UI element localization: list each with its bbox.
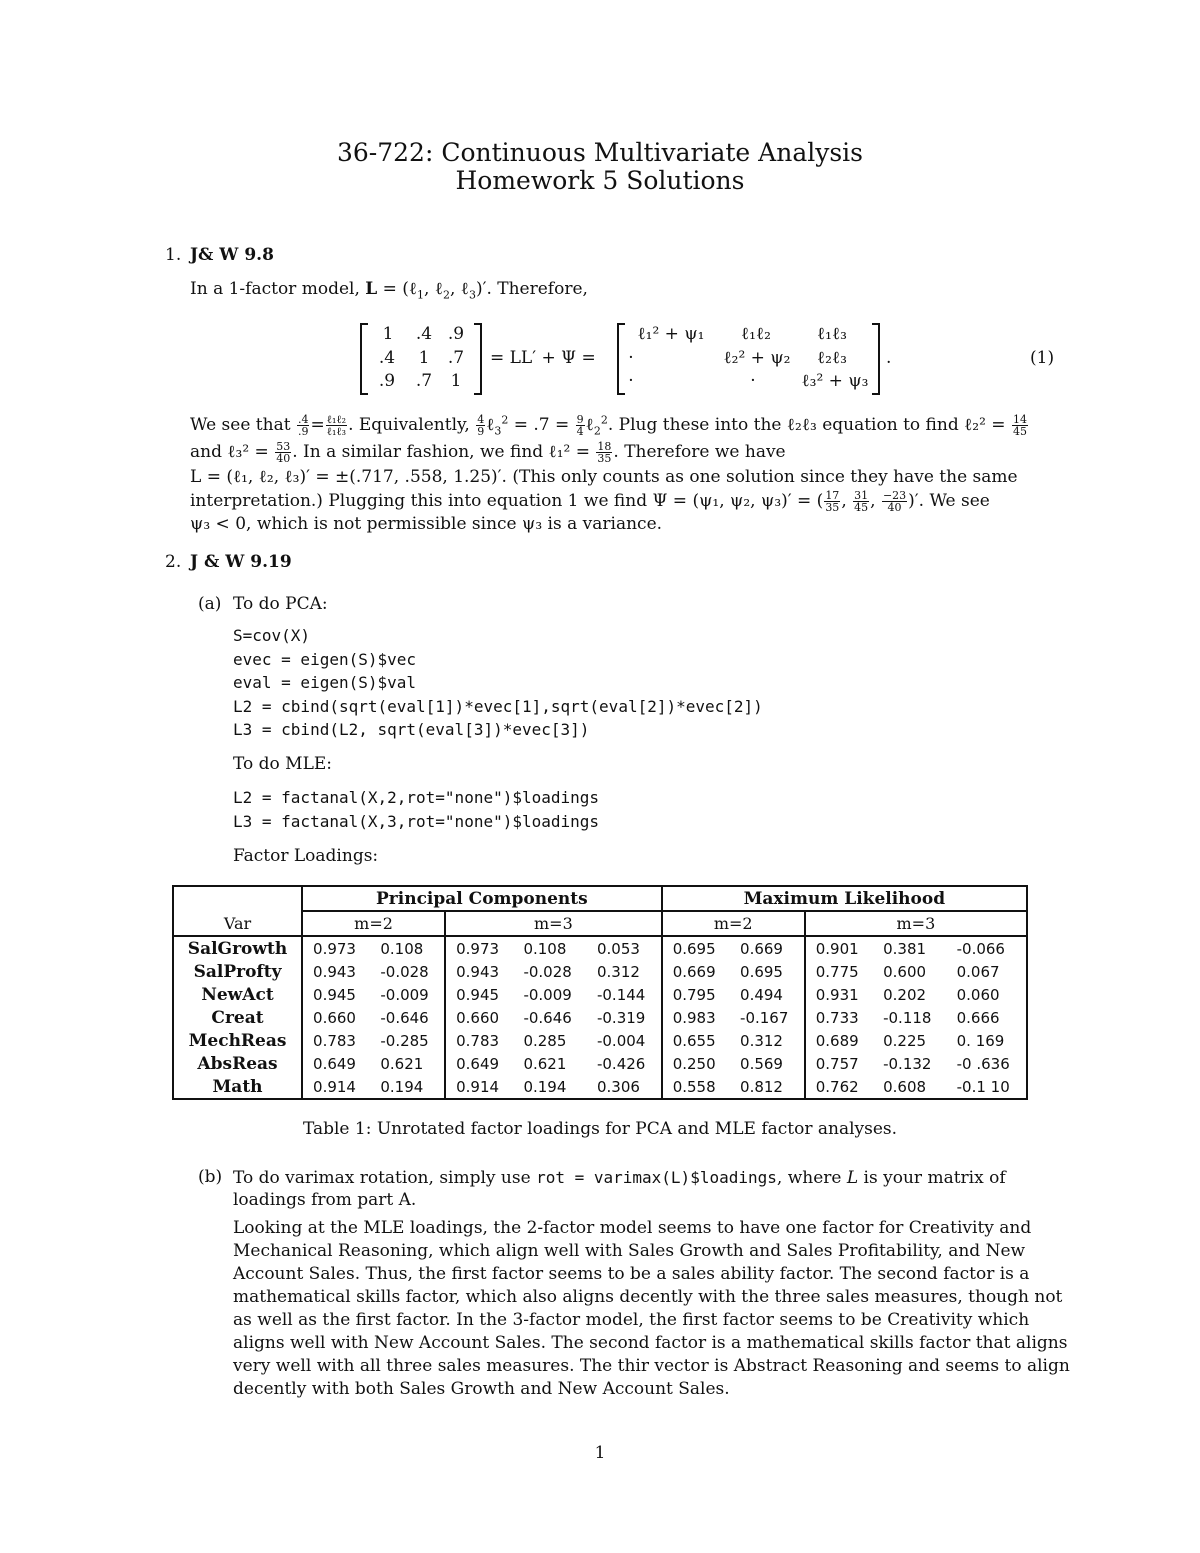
row-variable: SalProfty: [173, 960, 302, 983]
paper-subtitle: Homework 5 Solutions: [455, 166, 745, 195]
loading-cell: 0.943: [313, 962, 356, 981]
loading-cell: 0.194: [523, 1077, 567, 1096]
table-row: [173, 983, 1027, 1006]
matrix-right-r1c2: ℓ₂ℓ₃: [817, 348, 847, 368]
para-line: mathematical skills factor, which also aligns decently with the three sales measures, though not: [233, 1287, 1063, 1307]
loading-cell: 0.108: [370, 936, 445, 960]
para-line: Account Sales. Thus, the first factor seems to be a sales ability factor. The second factor is a: [233, 1264, 1030, 1284]
loading-cell: -0.132: [883, 1054, 932, 1073]
loading-cell: -0.285: [370, 1029, 445, 1052]
table-row: [173, 960, 1027, 983]
matrix-left-r0c2: .9: [447, 324, 465, 344]
loading-cell: -0.118: [883, 1008, 932, 1027]
matrix-left-r1c0: .4: [378, 348, 396, 368]
para-line: very well with all three sales measures. The thir vector is Abstract Reasoning and seems to align: [233, 1356, 1070, 1376]
row-variable: MechReas: [173, 1029, 302, 1052]
para-line: as well as the first factor. In the 3-factor model, the first factor seems to be Creativity which: [233, 1310, 1030, 1330]
loading-cell: 0.660: [456, 1008, 500, 1027]
loading-cell: 0.669: [672, 962, 716, 981]
loading-cell: -0 .636: [956, 1054, 1010, 1073]
loading-cell: 0.608: [883, 1077, 927, 1096]
loading-cell: 0.783: [456, 1031, 500, 1050]
loading-cell: 0.914: [456, 1077, 500, 1096]
loading-cell: -0.009: [523, 985, 572, 1004]
loading-cell: 0.695: [730, 960, 805, 983]
matrix-left-r0c1: .4: [415, 324, 433, 344]
pca-m3-header: m=3: [445, 911, 662, 936]
q2b-paragraph: [233, 1217, 1070, 1401]
factor-loadings-label: Factor Loadings:: [233, 846, 379, 866]
q1-line2: and ℓ₃² = $\frac{53}{40}$ . In a similar fashion, we find ℓ₁² = $\frac{18}{35}$ . Therefore we have: [190, 440, 786, 465]
matrix-right-r2c0: ·: [628, 371, 634, 391]
q1-line3: L = (ℓ₁, ℓ₂, ℓ₃)′ = ±(.717, .558, 1.25)′. (This only counts as one solution since they have the same: [190, 467, 1018, 487]
loading-cell: 0.783: [313, 1031, 356, 1050]
matrix-right-r2c1: ·: [750, 371, 756, 391]
loading-cell: 0.689: [815, 1031, 859, 1050]
table-row: [173, 1029, 1027, 1052]
q2b-line1: To do varimax rotation, simply use rot = varimax(L)$loadings, where L is your matrix of: [233, 1168, 1006, 1188]
loading-cell: 0.973: [456, 939, 500, 958]
loading-cell: -0.646: [523, 1008, 572, 1027]
loading-cell: 0.306: [587, 1075, 662, 1099]
para-line: Mechanical Reasoning, which align well with Sales Growth and Sales Profitability, and New: [233, 1241, 1026, 1261]
loading-cell: 0.649: [313, 1054, 356, 1073]
loading-cell: 0.649: [456, 1054, 500, 1073]
q2a-label: (a): [198, 594, 222, 614]
para-line: Looking at the MLE loadings, the 2-factor model seems to have one factor for Creativity and: [233, 1218, 1032, 1238]
loading-cell: -0.1 10: [956, 1077, 1010, 1096]
group-header-mle: Maximum Likelihood: [662, 886, 1027, 911]
mle-m3-header: m=3: [805, 911, 1027, 936]
matrix-right-r0c0: ℓ₁² + ψ₁: [637, 324, 705, 344]
loading-cell: 0.569: [730, 1052, 805, 1075]
loading-cell: 0.983: [672, 1008, 716, 1027]
eq-middle: = LL′ + Ψ =: [490, 348, 596, 368]
loading-cell: -0.066: [956, 939, 1005, 958]
q1-line5: ψ₃ < 0, which is not permissible since ψ₃ is a variance.: [190, 514, 663, 534]
loading-cell: 0.067: [956, 962, 1000, 981]
mle-code-block: L2 = factanal(X,2,rot="none")$loadings L3 = factanal(X,3,rot="none")$loadings: [233, 788, 600, 831]
loading-cell: -0.646: [370, 1006, 445, 1029]
loading-cell: -0.167: [730, 1006, 805, 1029]
page-number: 1: [594, 1443, 606, 1463]
pca-code-block: S=cov(X) evec = eigen(S)$vec eval = eigen(S)$val L2 = cbind(sqrt(eval[1])*evec[1],sqrt(eval[2])*evec[2]) L3 = cbind(L2, sqrt(eval[3])*evec[3]): [233, 626, 763, 739]
loading-cell: 0.655: [672, 1031, 716, 1050]
paper-title: 36-722: Continuous Multivariate Analysis: [336, 138, 864, 167]
loading-cell: -0.028: [523, 962, 572, 981]
q2a-intro: To do PCA:: [233, 594, 328, 614]
loading-cell: 0.312: [587, 960, 662, 983]
loading-cell: 0.914: [313, 1077, 356, 1096]
loading-cell: 0.795: [672, 985, 716, 1004]
q1-number: 1.: [165, 245, 182, 265]
loading-cell: 0.812: [730, 1075, 805, 1099]
row-variable: AbsReas: [173, 1052, 302, 1075]
factor-loadings-table: [172, 885, 1028, 1100]
matrix-right-r0c2: ℓ₁ℓ₃: [817, 324, 847, 344]
para-line: aligns well with New Account Sales. The second factor is a mathematical skills factor that aligns: [233, 1333, 1068, 1353]
loading-cell: -0.028: [370, 960, 445, 983]
loading-cell: 0.901: [815, 939, 859, 958]
var-header: Var: [173, 911, 302, 936]
matrix-left-r2c0: .9: [378, 371, 396, 391]
loading-cell: 0.621: [523, 1054, 567, 1073]
q2b-line2: loadings from part A.: [233, 1190, 417, 1210]
loading-cell: 0.194: [370, 1075, 445, 1099]
loading-cell: 0.060: [956, 985, 1000, 1004]
matrix-right-r0c1: ℓ₁ℓ₂: [741, 324, 771, 344]
loading-cell: 0.945: [456, 985, 500, 1004]
matrix-left-r0c0: 1: [382, 324, 394, 344]
pca-m2-header: m=2: [302, 911, 445, 936]
mle-intro: To do MLE:: [233, 754, 333, 774]
q1-line1: We see that $\frac{.4}{.9}$ = $\frac{\text{ℓ₁ℓ₂}}{\text{ℓ₁ℓ₃}}$ . Equivalently, $\frac{4}{9}$ ℓ$_3^2$ = .7 = $\frac{9}{4}$ ℓ$_2^2$. Plug these into the ℓ₂ℓ₃ equation to find ℓ₂² = $\frac{14}{45}$: [190, 413, 1027, 438]
loading-cell: 0.558: [672, 1077, 716, 1096]
q2b-label: (b): [198, 1167, 223, 1187]
loading-cell: 0.250: [672, 1054, 716, 1073]
row-variable: Math: [173, 1075, 302, 1099]
loading-cell: -0.144: [587, 983, 662, 1006]
loading-cell: 0.225: [883, 1031, 927, 1050]
loading-cell: 0.943: [456, 962, 500, 981]
loading-cell: 0.931: [815, 985, 859, 1004]
loading-cell: 0.600: [883, 962, 927, 981]
loading-cell: -0.426: [587, 1052, 662, 1075]
table-row: [173, 1075, 1027, 1099]
q1-intro: In a 1-factor model, L = (ℓ$_1$, ℓ$_2$, ℓ$_3$)′. Therefore,: [190, 279, 588, 302]
q1-line4: interpretation.) Plugging this into equation 1 we find Ψ = (ψ₁, ψ₂, ψ₃)′ = ( $\frac{17}{35}$ , $\frac{31}{45}$ , $\frac{-23}{40}$ )′. We see: [190, 489, 990, 514]
loading-cell: 0.285: [523, 1031, 567, 1050]
table-caption: Table 1: Unrotated factor loadings for PCA and MLE factor analyses.: [302, 1119, 898, 1139]
loading-cell: 0.775: [815, 962, 859, 981]
loading-cell: 0.695: [672, 939, 716, 958]
loading-cell: 0.053: [587, 936, 662, 960]
matrix-left-r1c2: .7: [447, 348, 465, 368]
loading-cell: 0. 169: [956, 1031, 1005, 1050]
loading-cell: 0.733: [815, 1008, 859, 1027]
matrix-right-r1c1: ℓ₂² + ψ₂: [723, 348, 791, 368]
q1-heading: J& W 9.8: [190, 245, 274, 265]
row-variable: SalGrowth: [173, 936, 302, 960]
matrix-right-r1c0: ·: [628, 348, 634, 368]
loading-cell: 0.669: [730, 936, 805, 960]
matrix-right-r2c2: ℓ₃² + ψ₃: [801, 371, 869, 391]
matrix-left-r1c1: 1: [418, 348, 430, 368]
loading-cell: 0.660: [313, 1008, 356, 1027]
loading-cell: 0.762: [815, 1077, 859, 1096]
matrix-left-r2c2: 1: [450, 371, 462, 391]
loading-cell: -0.319: [587, 1006, 662, 1029]
group-header-pca: Principal Components: [302, 886, 662, 911]
mle-m2-header: m=2: [662, 911, 805, 936]
equation-number: (1): [1030, 348, 1055, 368]
loading-cell: 0.973: [313, 939, 356, 958]
loading-cell: 0.757: [815, 1054, 859, 1073]
loading-cell: -0.004: [587, 1029, 662, 1052]
loading-cell: 0.494: [730, 983, 805, 1006]
q2-heading: J & W 9.19: [190, 552, 292, 572]
q2-number: 2.: [165, 552, 182, 572]
table-row: [173, 1052, 1027, 1075]
row-variable: Creat: [173, 1006, 302, 1029]
table-row: [173, 1006, 1027, 1029]
loading-cell: -0.009: [370, 983, 445, 1006]
loading-cell: 0.381: [883, 939, 927, 958]
para-line: decently with both Sales Growth and New Account Sales.: [233, 1379, 730, 1399]
table-row: [173, 936, 1027, 960]
loading-cell: 0.666: [956, 1008, 1000, 1027]
loading-cell: 0.621: [370, 1052, 445, 1075]
loading-cell: 0.202: [883, 985, 927, 1004]
row-variable: NewAct: [173, 983, 302, 1006]
matrix-left-r2c1: .7: [415, 371, 433, 391]
loading-cell: 0.945: [313, 985, 356, 1004]
loading-cell: 0.312: [730, 1029, 805, 1052]
loading-cell: 0.108: [523, 939, 567, 958]
